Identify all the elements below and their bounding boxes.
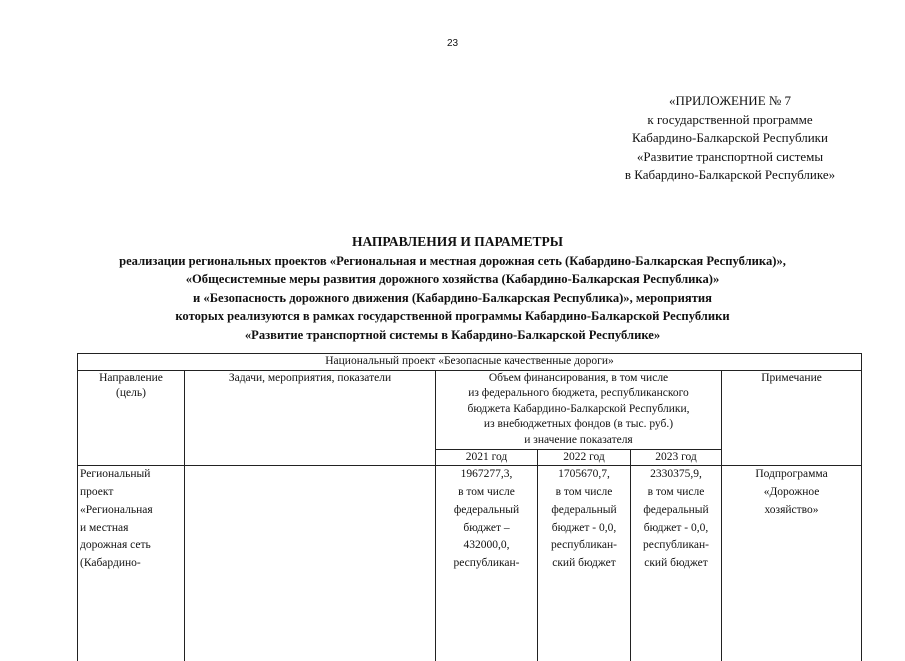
year-header-2023: 2023 год xyxy=(631,449,722,466)
cell-2022: 1705670,7, в том числе федеральный бюджет - 0,0, республикан- ский бюджет xyxy=(538,466,631,661)
column-header-funding: Объем финансирования, в том числе из федерального бюджета, республиканского бюджета Кабардино-Балкарской Республики, из внебюджетных фондов (в тыс. руб.) и значение показателя xyxy=(436,370,722,449)
appendix-block xyxy=(560,92,900,185)
column-header-tasks: Задачи, мероприятия, показатели xyxy=(185,370,436,466)
cell-2023: 2330375,9, в том числе федеральный бюджет - 0,0, республикан- ский бюджет xyxy=(631,466,722,661)
appendix-line: «ПРИЛОЖЕНИЕ № 7 xyxy=(668,93,792,108)
appendix-line: «Развитие транспортной системы xyxy=(636,148,824,164)
parameters-table xyxy=(77,353,862,661)
cell-2021: 1967277,3, в том числе федеральный бюджет – 432000,0, республикан- xyxy=(436,466,538,661)
document-title xyxy=(0,233,905,345)
year-header-2021: 2021 год xyxy=(436,449,538,466)
column-header-direction: Направление (цель) xyxy=(78,370,185,466)
page-number: 23 xyxy=(446,38,459,49)
title-line: и «Безопасность дорожного движения (Кабардино-Балкарская Республика)», мероприятия xyxy=(193,290,712,305)
project-header: Национальный проект «Безопасные качественные дороги» xyxy=(78,354,862,371)
title-line: которых реализуются в рамках государственной программы Кабардино-Балкарской Республики xyxy=(175,309,730,324)
title-line: реализации региональных проектов «Региональная и местная дорожная сеть (Кабардино-Балкарская Республика)», xyxy=(119,253,786,268)
title-line: «Общесистемные меры развития дорожного хозяйства (Кабардино-Балкарская Республика)» xyxy=(185,272,720,287)
column-header-note: Примечание xyxy=(722,370,862,466)
appendix-line: в Кабардино-Балкарской Республике» xyxy=(624,167,836,183)
appendix-line: Кабардино-Балкарской Республики xyxy=(632,130,828,146)
appendix-line: к государственной программе xyxy=(647,111,813,127)
title-line: «Развитие транспортной системы в Кабардино-Балкарской Республике» xyxy=(244,327,661,342)
year-header-2022: 2022 год xyxy=(538,449,631,466)
cell-note: Подпрограмма «Дорожное хозяйство» xyxy=(722,466,862,661)
cell-tasks xyxy=(185,466,436,661)
cell-direction: Региональный проект «Региональная и местная дорожная сеть (Кабардино- xyxy=(78,466,185,661)
title-heading: НАПРАВЛЕНИЯ И ПАРАМЕТРЫ xyxy=(351,234,563,249)
table-row xyxy=(78,466,862,661)
